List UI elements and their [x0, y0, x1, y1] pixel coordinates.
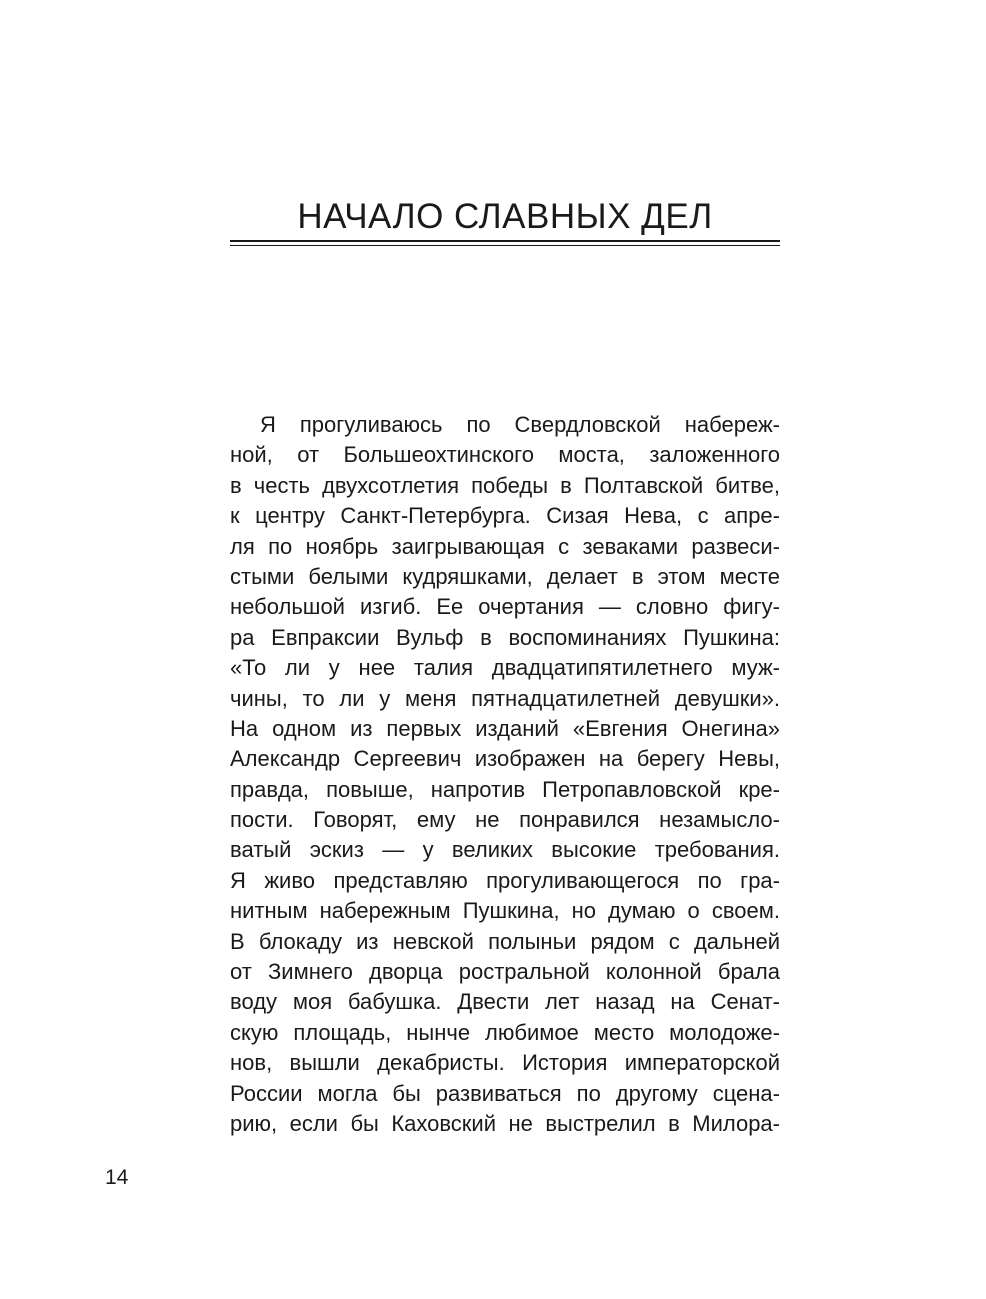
- body-line: ля по ноябрь заигрывающая с зеваками развеси-: [230, 533, 780, 559]
- body-line: ной, от Большеохтинского моста, заложенного: [230, 442, 780, 468]
- body-line: пости. Говорят, ему не понравился незамысло-: [230, 807, 780, 833]
- chapter-title: НАЧАЛО СЛАВНЫХ ДЕЛ: [297, 197, 713, 236]
- body-line: в честь двухсотлетия победы в Полтавской битве,: [230, 472, 780, 498]
- body-line: к центру Санкт-Петербурга. Сизая Нева, с апре-: [230, 503, 780, 529]
- page-number: 14: [105, 1166, 129, 1189]
- body-line: ра Евпраксии Вульф в воспоминаниях Пушкина:: [230, 624, 780, 650]
- body-line: нов, вышли декабристы. История императорской: [230, 1050, 780, 1076]
- body-line: ватый эскиз — у великих высокие требования.: [230, 837, 780, 863]
- title-underline-thick: [230, 240, 780, 242]
- body-line: скую площадь, нынче любимое место молодоже-: [230, 1019, 780, 1045]
- body-line: стыми белыми кудряшками, делает в этом месте: [230, 563, 780, 589]
- body-line: На одном из первых изданий «Евгения Онегина»: [230, 715, 780, 741]
- body-line: правда, повыше, напротив Петропавловской кре-: [230, 776, 780, 802]
- body-line: рию, если бы Каховский не выстрелил в Милора-: [230, 1110, 780, 1136]
- body-line: Я живо представляю прогуливающегося по гра-: [230, 867, 780, 893]
- body-line: России могла бы развиваться по другому сцена-: [230, 1080, 780, 1106]
- body-line: от Зимнего дворца ростральной колонной брала: [230, 959, 780, 985]
- body-line: небольшой изгиб. Ее очертания — словно фигу-: [230, 594, 780, 620]
- body-line: Я прогуливаюсь по Свердловской набереж-: [260, 412, 780, 437]
- body-line: «То ли у нее талия двадцатипятилетнего муж-: [230, 655, 780, 681]
- body-line: нитным набережным Пушкина, но думаю о своем.: [230, 898, 780, 924]
- body-line: воду моя бабушка. Двести лет назад на Сенат-: [230, 989, 780, 1015]
- body-text: [230, 410, 780, 1139]
- body-line: В блокаду из невской полыньи рядом с дальней: [230, 928, 780, 954]
- body-line: чины, то ли у меня пятнадцатилетней девушки».: [230, 685, 780, 711]
- title-underline-thin: [230, 245, 780, 246]
- body-line: Александр Сергеевич изображен на берегу Невы,: [230, 746, 780, 772]
